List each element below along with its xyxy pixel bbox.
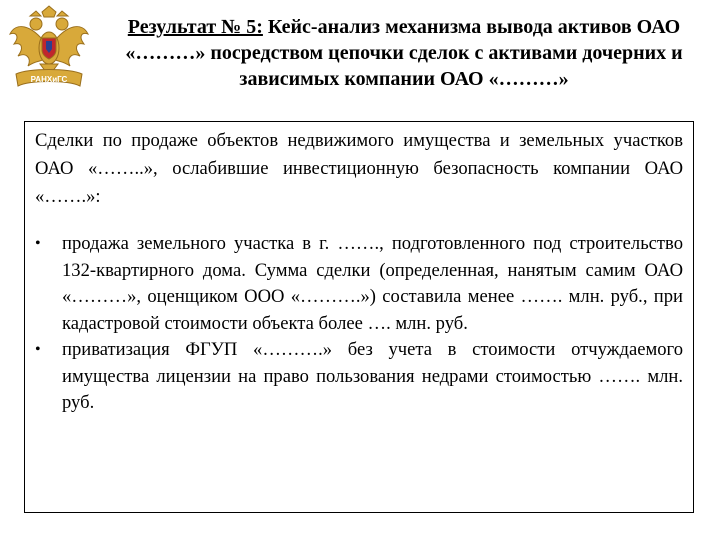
ranepa-logo (6, 4, 92, 96)
bullet-text: приватизация ФГУП «……….» без учета в стоимости отчуждаемого имущества лицензии на право пользования недрами стоимостью ……. млн. руб. (62, 339, 683, 413)
bullet-icon: • (35, 341, 41, 358)
bullet-text: продажа земельного участка в г. ……., подготовленного под строительство 132-квартирного дома. Сумма сделки (определенная, нанятым самим ОАО «………», оценщиком ООО «……….») составила менее ……. млн. руб., при кадастровой стоимости объекта более …. млн. руб. (62, 233, 683, 334)
list-item (35, 337, 683, 417)
title-label: Результат № 5: (127, 16, 263, 38)
double-headed-eagle-emblem-icon (6, 4, 92, 96)
content-box (24, 121, 694, 513)
slide-title (100, 14, 708, 92)
intro-paragraph: Сделки по продаже объектов недвижимого имущества и земельных участков ОАО «……..», ослабившие инвестиционную безопасность компании ОАО «…….»: (35, 130, 683, 207)
title-text: Кейс-анализ механизма вывода активов ОАО «………» посредством цепочки сделок с активами дочерних и зависимых компании ОАО «………» (125, 16, 683, 90)
list-item (35, 231, 683, 337)
bullet-icon: • (35, 235, 41, 252)
bullet-list (35, 231, 683, 417)
logo-banner-text: РАНХиГС (30, 75, 68, 84)
